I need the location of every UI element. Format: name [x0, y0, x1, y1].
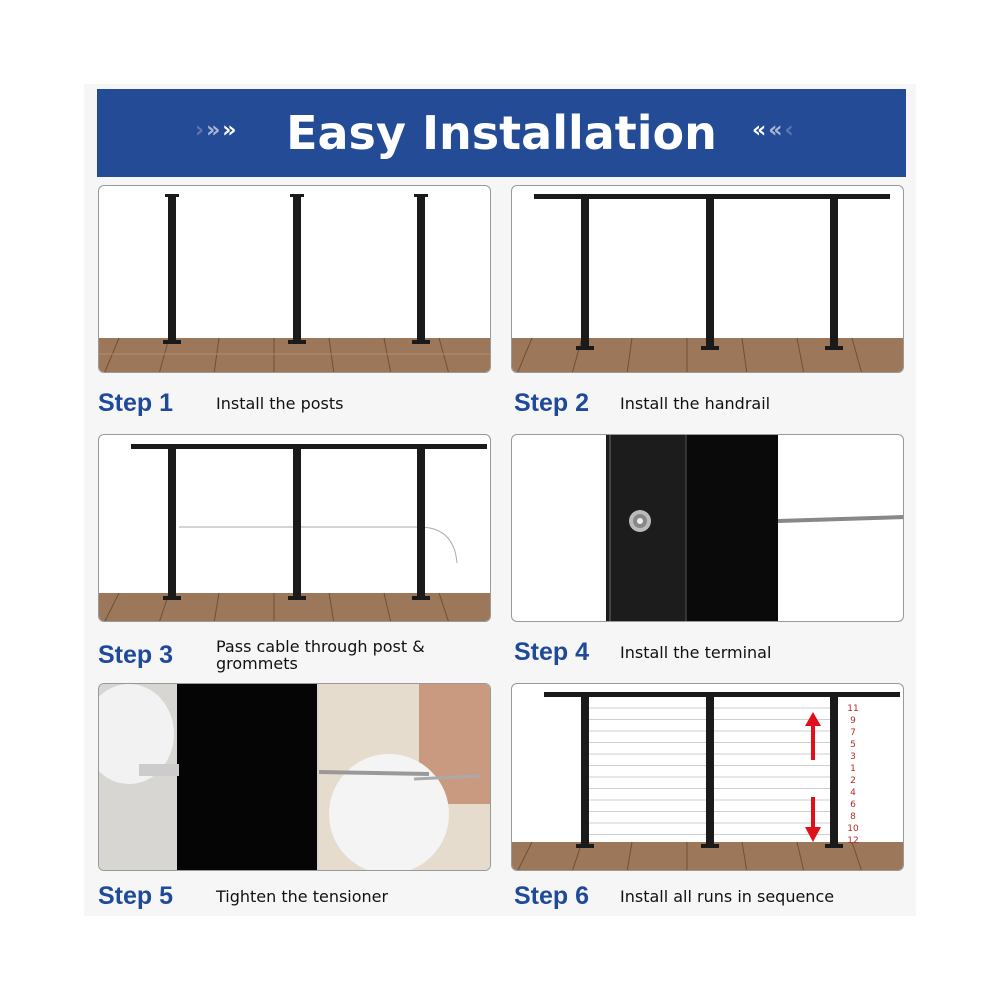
- step3-image: [98, 434, 491, 622]
- cable: [778, 517, 904, 521]
- step4-caption: [514, 638, 771, 667]
- step-label: Step 2: [514, 389, 590, 417]
- page-title: Easy Installation: [286, 106, 717, 160]
- chevrons-right-icon: ›»»: [195, 118, 239, 143]
- step6-image: [511, 683, 904, 871]
- step-label: Step 1: [98, 389, 174, 417]
- sequence-number: 10: [847, 824, 859, 834]
- step-label: Step 4: [514, 638, 590, 666]
- chevrons-left-icon: ««‹: [752, 118, 796, 143]
- step-description: Install the terminal: [620, 643, 772, 662]
- step-description: Install the handrail: [620, 394, 771, 413]
- sequence-number: 2: [850, 776, 856, 786]
- cable: [179, 527, 457, 563]
- step1-image: [98, 185, 491, 373]
- step-description: Install the posts: [216, 394, 344, 413]
- sequence-number: 3: [850, 752, 856, 762]
- sequence-number: 12: [847, 836, 859, 846]
- step-description: Pass cable through post & grommets: [216, 637, 425, 673]
- step2-image: [511, 185, 904, 373]
- step-label: Step 5: [98, 882, 174, 910]
- sequence-number: 7: [850, 728, 856, 738]
- step3-caption: [98, 638, 456, 672]
- sequence-number: 9: [850, 716, 856, 726]
- step-description: Tighten the tensioner: [216, 887, 389, 906]
- step5-image: [98, 683, 491, 871]
- step2-caption: [514, 389, 770, 418]
- terminal-bolt: [629, 510, 651, 532]
- step4-image: [511, 434, 904, 622]
- step1-caption: [98, 389, 343, 418]
- sequence-number: 4: [850, 788, 856, 798]
- sequence-number: 5: [850, 740, 856, 750]
- step-label: Step 6: [514, 882, 590, 910]
- arrow-down-icon: [805, 797, 821, 842]
- step5-caption: [98, 882, 388, 911]
- sequence-number: 1: [850, 764, 856, 774]
- step-label: Step 3: [98, 640, 174, 669]
- sequence-number: 8: [850, 812, 856, 822]
- sequence-number: 11: [847, 704, 859, 714]
- posts: [163, 194, 430, 344]
- sequence-number: 6: [850, 800, 856, 810]
- step6-caption: [514, 882, 834, 911]
- step-description: Install all runs in sequence: [620, 887, 835, 906]
